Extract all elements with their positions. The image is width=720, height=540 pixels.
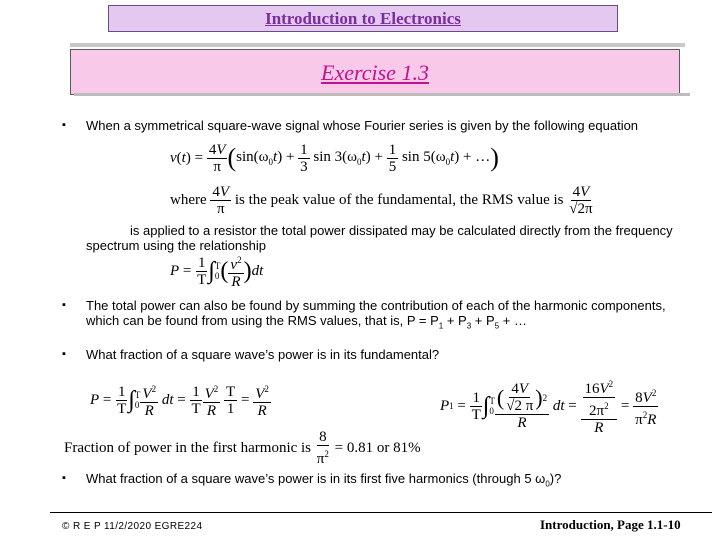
header-title: Introduction to Electronics <box>265 9 461 28</box>
power-integral-equation: P = $\frac{1}{T}$ ∫ T 0 ( $\frac{v^2}{R}$ ) dt <box>170 252 263 290</box>
exercise-title: Exercise 1.3 <box>321 60 429 85</box>
fourier-series-equation: v ( t ) = $\frac{4V}{\pi}$ ( $\sin(\omega_0t)$ + $\frac{1}{3}$ $\sin 3(\omega_0t)$ + $\frac{1}{5}$ $\sin 5(\omega_0t)$ + … ) <box>170 141 499 175</box>
footer-left: © R E P 11/2/2020 EGRE224 <box>62 521 203 532</box>
bullet-1-text: When a symmetrical square-wave signal whose Fourier series is given by the following equation <box>86 118 639 133</box>
exercise-shadow <box>74 93 690 96</box>
fraction-of-power-result: Fraction of power in the first harmonic is $\frac{8}{\pi^2}$ = 0.81 or 81% <box>64 429 421 467</box>
bullet-icon: ▪ <box>62 348 66 360</box>
bullet-icon: ▪ <box>62 299 66 311</box>
fraction-value: = 0.81 or 81% <box>334 439 421 456</box>
footer-rule <box>50 512 712 513</box>
fraction-label: Fraction of power in the first harmonic is <box>64 439 312 456</box>
bullet-2-text: The total power can also be found by summing the contribution of each of the harmonic components, which can be found from using the RMS values, that is, $P = P_1 + P_3 + P_5$ + … <box>86 298 666 331</box>
fundamental-power-derivation: P 1 = $\frac{1}{T}$ ∫ T 0 ( $\frac{4V}{√2 \pi}$ ) 2 R dt = $\frac{\frac{16V^2}{2\pi^2}}{R}$ = $\frac{8V^2}{\pi^2R}$ <box>440 360 658 452</box>
bullet-4-text: What fraction of a square wave’s power is in its first five harmonics (through 5 $\omega_0$)? <box>86 471 562 489</box>
peak-text: is the peak value of the fundamental, the RMS value is <box>234 191 564 208</box>
bullet-3-text: What fraction of a square wave’s power is in its fundamental? <box>86 347 440 362</box>
bullet-icon: ▪ <box>62 472 66 484</box>
header-banner <box>108 5 618 32</box>
where-word: where <box>170 191 207 208</box>
exercise-banner <box>70 49 680 95</box>
bullet-icon: ▪ <box>62 119 66 131</box>
bullet-1-continuation: is applied to a resistor the total power dissipated may be calculated directly from the frequency spectrum using the relationship <box>86 223 673 253</box>
top-rule <box>70 43 685 47</box>
footer-page: Introduction, Page 1.1-10 <box>540 517 681 532</box>
total-power-derivation: P = $\frac{1}{T}$ ∫ T 0 $\frac{V^2}{R}$ dt = $\frac{1}{T}$ $\frac{V^2}{R}$ $\frac{T}{1}$ = $\frac{V^2}{R}$ <box>90 378 271 422</box>
peak-rms-statement: where $\frac{4V}{\pi}$ is the peak value of the fundamental, the RMS value is $\frac{4V}{√2\pi}$ <box>170 183 593 217</box>
